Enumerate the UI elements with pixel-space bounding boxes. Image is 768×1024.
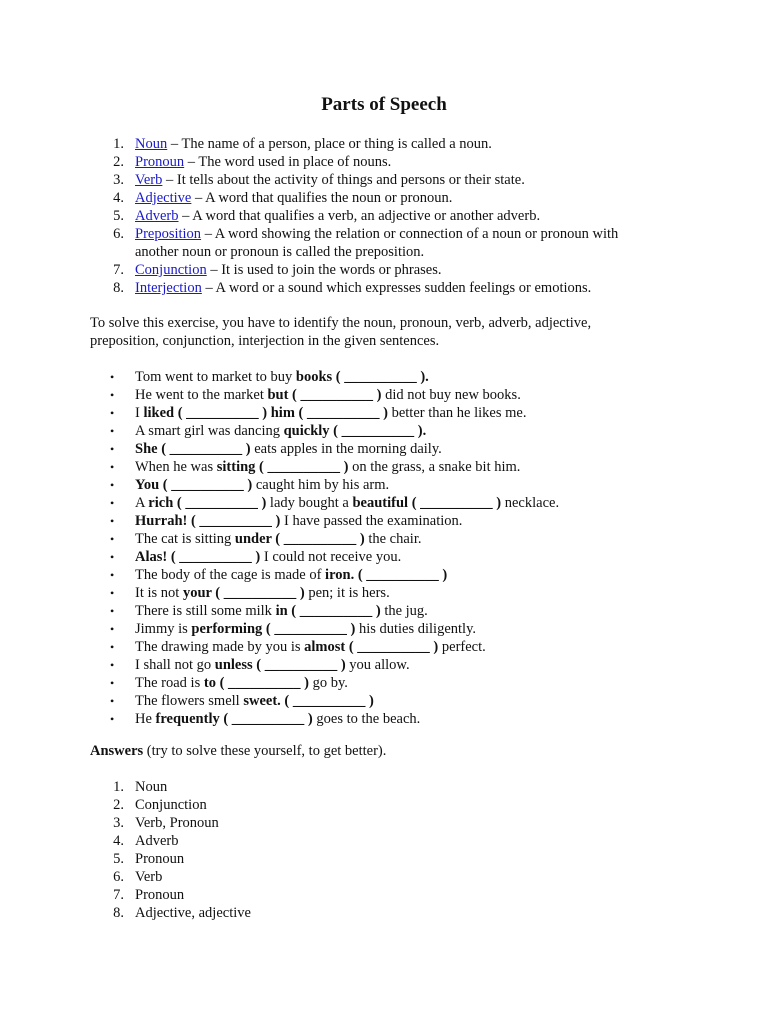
sentence-text: Tom went to market to buy	[135, 369, 296, 385]
list-number: 8.	[113, 905, 124, 921]
definition-item	[90, 207, 650, 225]
term-link-conjunction[interactable]: Conjunction	[135, 262, 207, 278]
term-link-interjection[interactable]: Interjection	[135, 280, 202, 296]
exercise-sentence	[90, 458, 690, 476]
sentence-text: the jug.	[380, 603, 428, 619]
intro-paragraph: To solve this exercise, you have to identify the noun, pronoun, verb, adverb, adjective, preposition, conjunction, interjection in the given sentences.	[90, 315, 592, 349]
answer-item	[90, 904, 650, 922]
exercise-list	[90, 368, 690, 728]
bullet-icon: •	[110, 622, 115, 636]
exercise-sentence	[90, 656, 690, 674]
definition-item	[90, 279, 650, 297]
bullet-icon: •	[110, 532, 115, 546]
sentence-text: He	[135, 711, 156, 727]
blank-word: Alas! ( __________ )	[135, 549, 261, 565]
bullet-icon: •	[110, 424, 115, 438]
sentence-text: caught him by his arm.	[252, 477, 390, 493]
sentence-text: goes to the beach.	[312, 711, 421, 727]
exercise-sentence	[90, 674, 690, 692]
blank-word: You ( __________ )	[135, 477, 253, 493]
exercise-sentence	[90, 368, 690, 386]
list-number: 2.	[113, 797, 124, 813]
answer-item	[90, 868, 650, 886]
answer-text: Adjective, adjective	[135, 905, 251, 921]
bullet-icon: •	[110, 658, 115, 672]
definition-item	[90, 261, 650, 279]
blank-word: almost ( __________ )	[304, 639, 439, 655]
exercise-sentence	[90, 386, 690, 404]
term-link-adverb[interactable]: Adverb	[135, 208, 179, 224]
blank-word: in ( __________ )	[275, 603, 381, 619]
blank-word: to ( __________ )	[203, 675, 309, 691]
definitions-list	[90, 135, 650, 297]
term-link-verb[interactable]: Verb	[135, 172, 163, 188]
sentence-text: The drawing made by you is	[135, 639, 305, 655]
bullet-icon: •	[110, 676, 115, 690]
bullet-icon: •	[110, 442, 115, 456]
blank-word: sweet. ( __________ )	[243, 693, 374, 709]
bullet-icon: •	[110, 460, 115, 474]
sentence-text: It is not	[135, 585, 183, 601]
exercise-sentence	[90, 638, 690, 656]
definition-item	[90, 135, 650, 153]
exercise-sentence	[90, 422, 690, 440]
blank-word: She ( __________ )	[135, 441, 251, 457]
bullet-icon: •	[110, 640, 115, 654]
answer-item	[90, 796, 650, 814]
bullet-icon: •	[110, 694, 115, 708]
list-number: 7.	[113, 887, 124, 903]
bullet-icon: •	[110, 550, 115, 564]
exercise-sentence	[90, 710, 690, 728]
list-number: 1.	[113, 136, 124, 152]
definition-text: – A word that qualifies the noun or pronoun.	[191, 190, 453, 206]
answer-text: Pronoun	[135, 851, 185, 867]
sentence-text: The body of the cage is made of	[135, 567, 326, 583]
blank-word: Hurrah! ( __________ )	[135, 513, 281, 529]
page-title: Parts of Speech	[321, 94, 447, 115]
exercise-sentence	[90, 548, 690, 566]
sentence-text: I shall not go	[135, 657, 215, 673]
blank-word: liked ( __________ ) him ( __________ )	[143, 405, 388, 421]
blank-word: under ( __________ )	[234, 531, 365, 547]
blank-word: your ( __________ )	[182, 585, 305, 601]
sentence-text: A	[135, 495, 149, 511]
bullet-icon: •	[110, 370, 115, 384]
bullet-icon: •	[110, 586, 115, 600]
bullet-icon: •	[110, 388, 115, 402]
exercise-sentence	[90, 530, 690, 548]
blank-word: rich ( __________ )	[148, 495, 267, 511]
answer-text: Conjunction	[135, 797, 207, 813]
sentence-text: better than he likes me.	[387, 405, 527, 421]
blank-word: books ( __________ ).	[295, 369, 429, 385]
exercise-sentence	[90, 566, 690, 584]
blank-word: frequently ( __________ )	[155, 711, 313, 727]
definition-text: – A word that qualifies a verb, an adjective or another adverb.	[178, 208, 541, 224]
sentence-text: his duties diligently.	[355, 621, 477, 637]
bullet-icon: •	[110, 568, 115, 582]
answers-heading-rest: (try to solve these yourself, to get better).	[143, 743, 387, 759]
sentence-text: on the grass, a snake bit him.	[348, 459, 521, 475]
term-link-adjective[interactable]: Adjective	[135, 190, 192, 206]
blank-word: sitting ( __________ )	[216, 459, 349, 475]
bullet-icon: •	[110, 604, 115, 618]
sentence-text: I could not receive you.	[260, 549, 402, 565]
bullet-icon: •	[110, 496, 115, 510]
list-number: 7.	[113, 262, 124, 278]
bullet-icon: •	[110, 712, 115, 726]
blank-word: beautiful ( __________ )	[352, 495, 502, 511]
blank-word: quickly ( __________ ).	[283, 423, 427, 439]
definition-text: – A word or a sound which expresses sudden feelings or emotions.	[201, 280, 592, 296]
bullet-icon: •	[110, 478, 115, 492]
answer-item	[90, 814, 650, 832]
list-number: 8.	[113, 280, 124, 296]
sentence-text: The flowers smell	[135, 693, 244, 709]
answer-text: Noun	[135, 779, 168, 795]
exercise-sentence	[90, 602, 690, 620]
sentence-text: A smart girl was dancing	[135, 423, 284, 439]
sentence-text: the chair.	[364, 531, 422, 547]
answer-text: Verb	[135, 869, 163, 885]
sentence-text: I have passed the examination.	[280, 513, 463, 529]
sentence-text: I	[135, 405, 144, 421]
list-number: 4.	[113, 190, 124, 206]
definition-text: – The name of a person, place or thing is called a noun.	[167, 136, 492, 152]
sentence-text: did not buy new books.	[381, 387, 521, 403]
definition-item	[90, 189, 650, 207]
sentence-text: necklace.	[501, 495, 560, 511]
blank-word: unless ( __________ )	[214, 657, 346, 673]
sentence-text: eats apples in the morning daily.	[250, 441, 442, 457]
exercise-sentence	[90, 440, 690, 458]
exercise-sentence	[90, 692, 690, 710]
answer-item	[90, 832, 650, 850]
blank-word: but ( __________ )	[267, 387, 382, 403]
definition-item	[90, 153, 650, 171]
answer-text: Verb, Pronoun	[135, 815, 219, 831]
sentence-text: When he was	[135, 459, 217, 475]
sentence-text: go by.	[308, 675, 348, 691]
list-number: 2.	[113, 154, 124, 170]
bullet-icon: •	[110, 406, 115, 420]
definition-text: – It is used to join the words or phrases.	[206, 262, 442, 278]
answers-list	[90, 778, 650, 922]
exercise-sentence	[90, 476, 690, 494]
list-number: 6.	[113, 869, 124, 885]
sentence-text: lady bought a	[266, 495, 353, 511]
exercise-sentence	[90, 620, 690, 638]
answers-heading-bold: Answers	[90, 743, 144, 759]
definition-text: – The word used in place of nouns.	[184, 154, 392, 170]
list-number: 5.	[113, 208, 124, 224]
exercise-sentence	[90, 584, 690, 602]
definition-text: – A word showing the relation or connection of a noun or pronoun with another noun or pronoun is called the preposition.	[135, 226, 619, 260]
exercise-sentence	[90, 494, 690, 512]
sentence-text: The road is	[135, 675, 204, 691]
list-number: 6.	[113, 226, 124, 242]
blank-word: iron. ( __________ )	[325, 567, 448, 583]
list-number: 3.	[113, 172, 124, 188]
definition-item	[90, 225, 650, 261]
definition-text: – It tells about the activity of things and persons or their state.	[162, 172, 525, 188]
exercise-sentence	[90, 404, 690, 422]
list-number: 5.	[113, 851, 124, 867]
bullet-icon: •	[110, 514, 115, 528]
term-link-preposition[interactable]: Preposition	[135, 226, 202, 242]
answers-heading	[90, 742, 650, 760]
definition-item	[90, 171, 650, 189]
sentence-text: you allow.	[345, 657, 410, 673]
sentence-text: perfect.	[438, 639, 486, 655]
sentence-text: There is still some milk	[135, 603, 276, 619]
blank-word: performing ( __________ )	[191, 621, 356, 637]
term-link-pronoun[interactable]: Pronoun	[135, 154, 185, 170]
sentence-text: The cat is sitting	[135, 531, 235, 547]
list-number: 3.	[113, 815, 124, 831]
sentence-text: He went to the market	[135, 387, 268, 403]
term-link-noun[interactable]: Noun	[135, 136, 168, 152]
answer-text: Pronoun	[135, 887, 185, 903]
answer-item	[90, 778, 650, 796]
answer-item	[90, 850, 650, 868]
sentence-text: pen; it is hers.	[304, 585, 390, 601]
list-number: 1.	[113, 779, 124, 795]
list-number: 4.	[113, 833, 124, 849]
answer-item	[90, 886, 650, 904]
sentence-text: Jimmy is	[135, 621, 192, 637]
exercise-sentence	[90, 512, 690, 530]
answer-text: Adverb	[135, 833, 179, 849]
